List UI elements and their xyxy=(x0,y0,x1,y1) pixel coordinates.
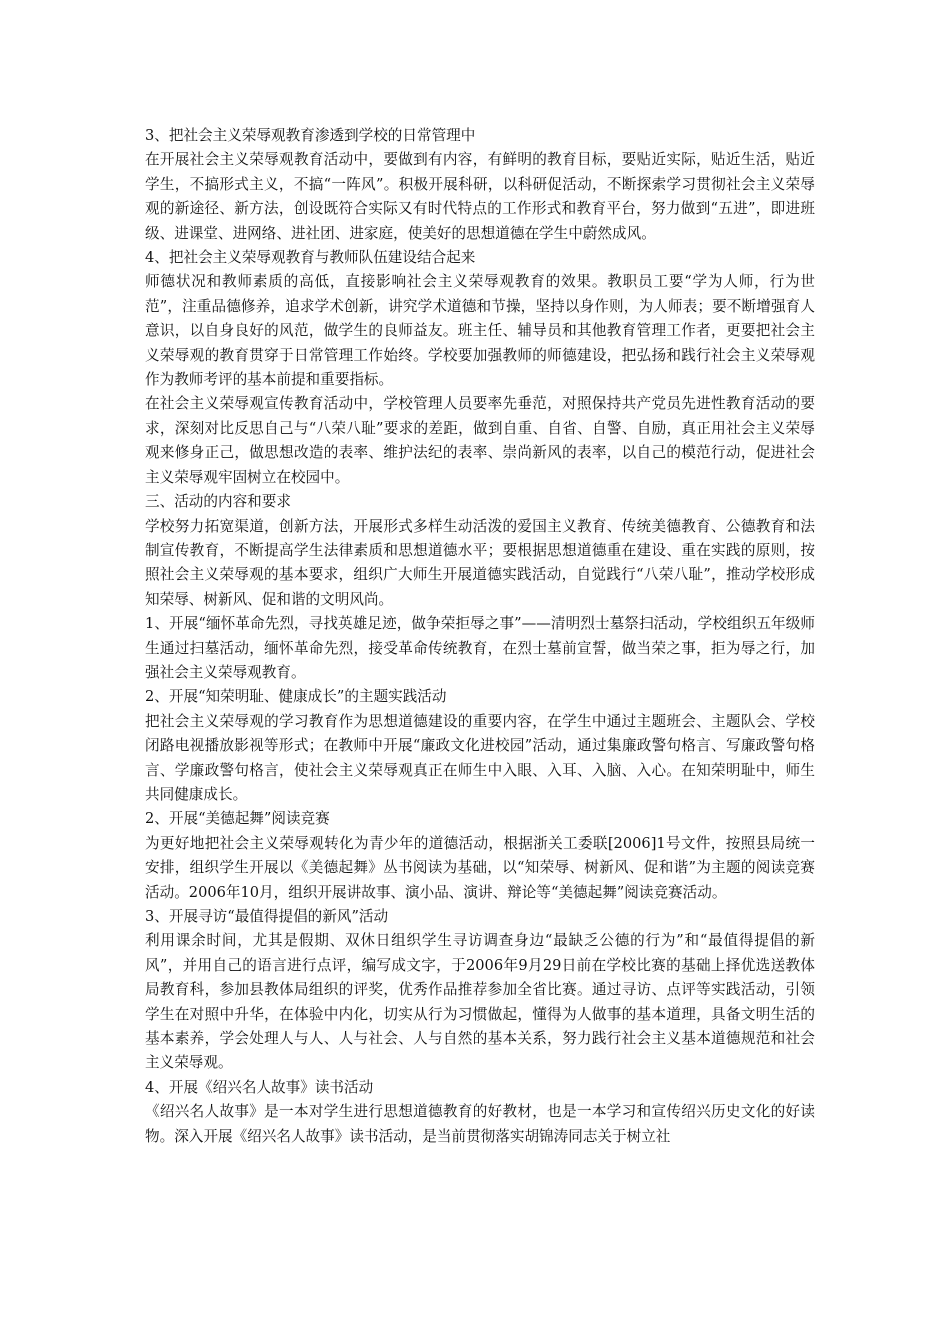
paragraph-teacher-ethics: 师德状况和教师素质的高低，直接影响社会主义荣辱观教育的效果。教职员工要“学为人师，行为世范”，注重品德修养，追求学术创新，讲究学术道德和节操，坚持以身作则，为人师表；要不断增强育人意识，以自身良好的风范，做学生的良师益友。班主任、辅导员和其他教育管理工作者，更要把社会主义荣辱观的教育贯穿于日常管理工作始终。学校要加强教师的师德建设，把弘扬和践行社会主义荣辱观作为教师考评的基本前提和重要指标。 xyxy=(145,273,815,389)
section-heading-teacher-team: 4、把社会主义荣辱观教育与教师队伍建设结合起来 xyxy=(145,249,476,267)
paragraph-activity-overview: 学校努力拓宽渠道，创新方法，开展形式多样生动活泼的爱国主义教育、传统美德教育、公德教育和法制宣传教育，不断提高学生法律素质和思想道德水平；要根据思想道德重在建设、重在实践的原则，按照社会主义荣辱观的基本要求，组织广大师生开展道德实践活动，自觉践行“八荣八耻”，推动学校形成知荣辱、树新风、促和谐的文明风尚。 xyxy=(145,517,815,608)
paragraph-daily-management: 在开展社会主义荣辱观教育活动中，要做到有内容，有鲜明的教育目标，要贴近实际，贴近生活，贴近学生，不搞形式主义，不搞“一阵风”。积极开展科研，以科研促活动，不断探索学习贯彻社会主义荣辱观的新途径、新方法，创设既符合实际又有时代特点的工作形式和教育平台，努力做到“五进”，即进班级、进课堂、进网络、进社团、进家庭，使美好的思想道德在学生中蔚然成风。 xyxy=(145,151,815,242)
section-heading-daily-management: 3、把社会主义荣辱观教育渗透到学校的日常管理中 xyxy=(145,127,476,144)
section-heading-shaoxing-stories: 4、开展《绍兴名人故事》读书活动 xyxy=(145,1078,374,1096)
paragraph-administrators: 在社会主义荣辱观宣传教育活动中，学校管理人员要率先垂范，对照保持共产党员先进性教育活动的要求，深刻对比反思自己与“八荣八耻”要求的差距，做到自重、自省、自警、自励，真正用社会主义荣辱观来修身正己，做思想改造的表率、维护法纪的表率、崇尚新风的表率，以自己的模范行动，促进社会主义荣辱观牢固树立在校园中。 xyxy=(145,395,815,486)
paragraph-qingming-activity: 1、开展“缅怀革命先烈，寻找英雄足迹，做争荣拒辱之事”——清明烈士墓祭扫活动，学校组织五年级师生通过扫墓活动，缅怀革命先烈，接受革命传统教育，在烈士墓前宣誓，做当荣之事，拒为辱之行，加强社会主义荣辱观教育。 xyxy=(145,615,815,681)
paragraph-reading-contest: 为更好地把社会主义荣辱观转化为青少年的道德活动，根据浙关工委联[2006]1号文件，按照县局统一安排，组织学生开展以《美德起舞》丛书阅读为基础，以“知荣辱、树新风、促和谐”为主题的阅读竞赛活动。2006年10月，组织开展讲故事、演小品、演讲、辩论等“美德起舞”阅读竞赛活动。 xyxy=(145,834,815,901)
section-heading-activity-content: 三、活动的内容和要求 xyxy=(145,493,291,511)
paragraph-theme-practice: 把社会主义荣辱观的学习教育作为思想道德建设的重要内容，在学生中通过主题班会、主题队会、学校闭路电视播放影视等形式；在教师中开展“廉政文化进校园”活动，通过集廉政警句格言、写廉政警句格言、学廉政警句格言，使社会主义荣辱观真正在师生中入眼、入耳、入脑、入心。在知荣明耻中，师生共同健康成长。 xyxy=(145,712,815,803)
document-page xyxy=(145,124,815,1149)
paragraph-shaoxing-stories: 《绍兴名人故事》是一本对学生进行思想道德教育的好教材，也是一本学习和宣传绍兴历史文化的好读物。深入开展《绍兴名人故事》读书活动，是当前贯彻落实胡锦涛同志关于树立社 xyxy=(145,1103,815,1145)
paragraph-new-trend-survey: 利用课余时间，尤其是假期、双休日组织学生寻访调查身边“最缺乏公德的行为”和“最值得提倡的新风”，并用自己的语言进行点评，编写成文字，于2006年9月29日前在学校比赛的基础上择优选送教体局教育科，参加县教体局组织的评奖，优秀作品推荐参加全省比赛。通过寻访、点评等实践活动，引领学生在对照中升华，在体验中内化，切实从行为习惯做起，懂得为人做事的基本道理，具备文明生活的基本素养，学会处理人与人、人与社会、人与自然的基本关系，努力践行社会主义基本道德规范和社会主义荣辱观。 xyxy=(145,932,815,1072)
section-heading-new-trend-survey: 3、开展寻访“最值得提倡的新风”活动 xyxy=(145,908,389,925)
section-heading-reading-contest: 2、开展“美德起舞”阅读竞赛 xyxy=(145,810,330,828)
section-heading-theme-practice: 2、开展“知荣明耻、健康成长”的主题实践活动 xyxy=(145,688,447,706)
